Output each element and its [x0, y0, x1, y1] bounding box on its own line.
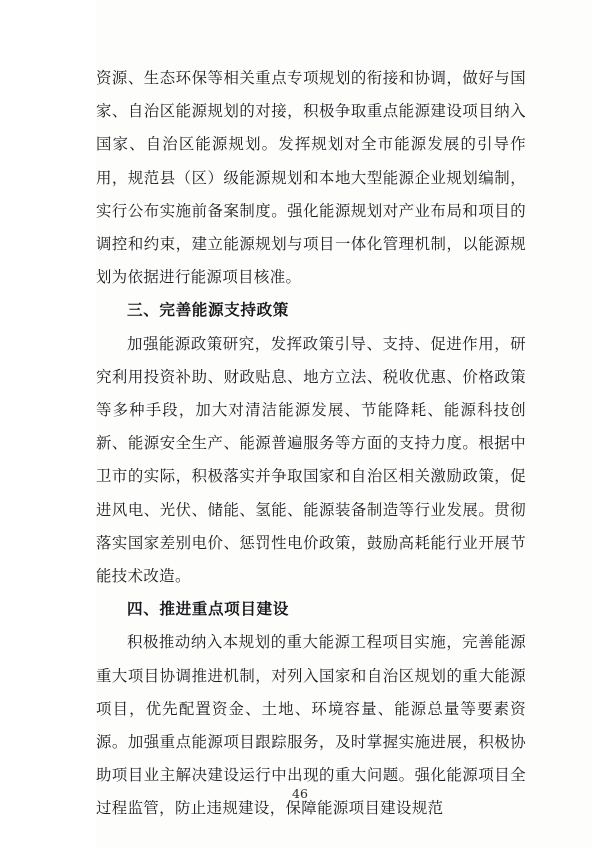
paragraph-energy-support-policy: 加强能源政策研究，发挥政策引导、支持、促进作用，研究利用投资补助、财政贴息、地方立法、税收优惠、价格政策等多种手段，加大对清洁能源发展、节能降耗、能源科技创新、能源安全生产、能源普遍服务等方面的支持力度。根据中卫市的实际，积极落实并争取国家和自治区相关激励政策，促进风电、光伏、储能、氢能、能源装备制造等行业发展。贯彻落实国家差别电价、惩罚性电价政策，鼓励高耗能行业开展节能技术改造。 — [96, 334, 526, 586]
page-left-margin — [0, 0, 96, 848]
section-heading-three: 三、完善能源支持政策 — [127, 301, 289, 320]
page-number: 46 — [292, 786, 308, 801]
paragraph-key-project-construction: 积极推动纳入本规划的重大能源工程项目实施，完善能源重大项目协调推进机制，对列入国家和自治区规划的重大能源项目，优先配置资金、土地、环境容量、能源总量等要素资源。加强重点能源项目跟踪服务，及时掌握实施进展，积极协助项目业主解决建设运行中出现的重大问题。强化能源项目全过程监管，防止违规建设，保障能源项目建设规范 — [96, 633, 526, 818]
page-right-margin — [592, 0, 600, 848]
section-heading-four: 四、推进重点项目建设 — [127, 600, 289, 619]
paragraph-continuation: 资源、生态环保等相关重点专项规划的衔接和协调，做好与国家、自治区能源规划的对接，积极争取重点能源建设项目纳入国家、自治区能源规划。发挥规划对全市能源发展的引导作用，规范县（区）级能源规划和本地大型能源企业规划编制，实行公布实施前备案制度。强化能源规划对产业布局和项目的调控和约束，建立能源规划与项目一体化管理机制，以能源规划为依据进行能源项目核准。 — [96, 69, 526, 287]
